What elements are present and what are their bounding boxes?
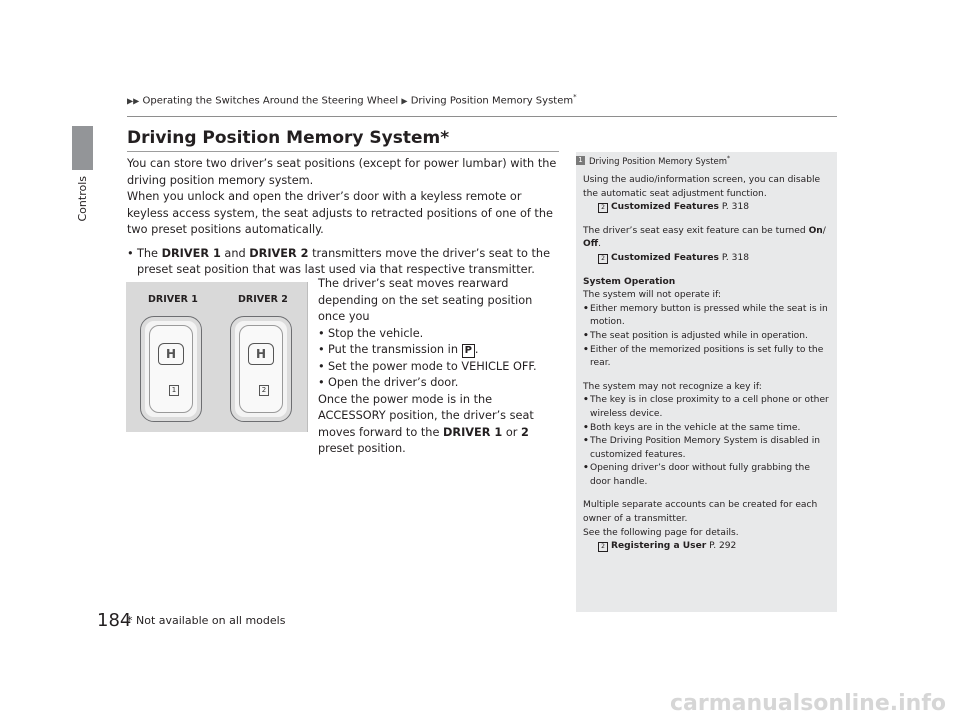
fob-number-badge: 2 <box>259 385 269 396</box>
breadcrumb <box>127 93 577 106</box>
intro-paragraph-2: When you unlock and open the driver’s door with a keyless remote or keyless access system, the seat adjusts to retracted positions of one of the two preset positions automatically. <box>127 190 553 236</box>
fob-number-badge: 1 <box>169 385 179 396</box>
chevron-right-icon: ▶▶ <box>127 96 140 106</box>
list-item: • Open the driver’s door. <box>318 375 558 392</box>
cross-reference-link[interactable]: 2 Customized Features P. 318 <box>583 252 829 266</box>
sidebar-heading: 1 Driving Position Memory System* <box>576 155 730 167</box>
bullet-icon: • <box>583 303 589 314</box>
footnote: * Not available on all models <box>127 614 286 627</box>
list-item: • Opening driver’s door without fully grabbing the door handle. <box>583 462 829 489</box>
cross-reference-link[interactable]: 2 Customized Features P. 318 <box>583 201 829 215</box>
reference-arrow-icon: 2 <box>598 254 608 264</box>
list-item: • Put the transmission in P . <box>318 342 558 359</box>
breadcrumb-current[interactable]: Driving Position Memory System <box>410 95 574 107</box>
bullet-icon: • <box>583 422 589 433</box>
list-item: • The Driving Position Memory System is disabled in customized features. <box>583 435 829 462</box>
bullet-icon: • <box>318 326 325 340</box>
cross-reference-link[interactable]: 2 Registering a User P. 292 <box>583 540 829 554</box>
honda-logo-icon: H <box>248 343 274 365</box>
main-text <box>127 156 559 279</box>
asterisk-mark: * <box>573 93 577 101</box>
sidebar-paragraph: Using the audio/information screen, you can disable the automatic seat adjustment function. <box>583 175 821 199</box>
reference-arrow-icon: 2 <box>598 542 608 552</box>
bullet-icon: • <box>583 436 589 447</box>
list-item: • The key is in close proximity to a cell phone or other wireless device. <box>583 394 829 421</box>
forward-paragraph: Once the power mode is in the ACCESSORY position, the driver’s seat moves forward to the DRIVER 1 or 2 preset position. <box>318 392 534 455</box>
list-item: • The seat position is adjusted while in operation. <box>583 330 829 344</box>
page-number: 184 <box>97 610 132 631</box>
sidebar-body: Using the audio/information screen, you can disable the automatic seat adjustment function. 2 Customized Features P. 318 The driver’s seat easy exit feature can be turned On/ Off. 2 Customized Features P. 318 System Operation The system will not operate if: • Either memory button is pressed while the seat is in motion. • The seat position is adjusted while in operation. • Either of the memorized positions is set fully to the rear. The system may not recognize a key if: • The key is in close proximity to a cell phone or other wireless device. • Both keys are in the vehicle at the same time. • The Driving Position Memory System is disabled in customized features. • Opening driver’s door without fully grabbing the door handle. Multiple separate accounts can be created for each owner of a transmitter. See the following page for details. 2 Registering a User P. 292 <box>583 174 829 554</box>
transmitter-bullet: • The DRIVER 1 and DRIVER 2 transmitters move the driver’s seat to the preset seat position that was last used via that respective transmitter. <box>127 246 559 279</box>
asterisk-mark: * <box>440 128 450 148</box>
bullet-icon: • <box>583 344 589 355</box>
list-item: • Either memory button is pressed while the seat is in motion. <box>583 303 829 330</box>
list-item: • Set the power mode to VEHICLE OFF. <box>318 359 558 376</box>
key-fob-driver1 <box>140 316 202 422</box>
sidebar-paragraph: The driver’s seat easy exit feature can be turned On/ Off. <box>583 225 826 250</box>
bullet-icon: • <box>583 395 589 406</box>
intro-paragraph-1: You can store two driver’s seat positions (except for power lumbar) with the driving position memory system. <box>127 157 557 187</box>
section-label: Controls <box>76 176 89 222</box>
rearward-paragraph: The driver’s seat moves rearward depending on the set seating position once you <box>318 277 533 323</box>
breadcrumb-parent[interactable]: Operating the Switches Around the Steering Wheel <box>142 95 399 107</box>
seat-movement-text <box>318 276 558 458</box>
title-rule <box>127 151 559 152</box>
bullet-icon: • <box>127 246 134 260</box>
list-item: • Both keys are in the vehicle at the same time. <box>583 422 829 436</box>
bullet-icon: • <box>318 376 325 389</box>
chevron-right-icon: ▶ <box>401 96 408 106</box>
honda-logo-icon: H <box>158 343 184 365</box>
driver2-label: DRIVER 2 <box>249 246 309 260</box>
reference-arrow-icon: 2 <box>598 203 608 213</box>
watermark: carmanualsonline.info <box>670 691 946 716</box>
page-title: Driving Position Memory System* <box>127 128 450 148</box>
list-item: • Stop the vehicle. <box>318 326 558 343</box>
section-tab-marker <box>72 126 93 170</box>
bullet-icon: • <box>318 359 325 373</box>
note-number-icon: 1 <box>576 156 585 165</box>
bullet-icon: • <box>318 343 325 356</box>
transmitter-figure <box>126 282 308 432</box>
park-key-icon: P <box>462 344 475 358</box>
figure-label-driver1: DRIVER 1 <box>148 294 198 305</box>
driver1-label: DRIVER 1 <box>161 246 221 260</box>
bullet-icon: • <box>583 330 589 341</box>
list-item: • Either of the memorized positions is set fully to the rear. <box>583 344 829 371</box>
key-fob-driver2 <box>230 316 292 422</box>
figure-label-driver2: DRIVER 2 <box>238 294 288 305</box>
section-subtitle: System Operation <box>583 276 676 287</box>
bullet-icon: • <box>583 463 589 474</box>
header-rule <box>127 116 837 117</box>
